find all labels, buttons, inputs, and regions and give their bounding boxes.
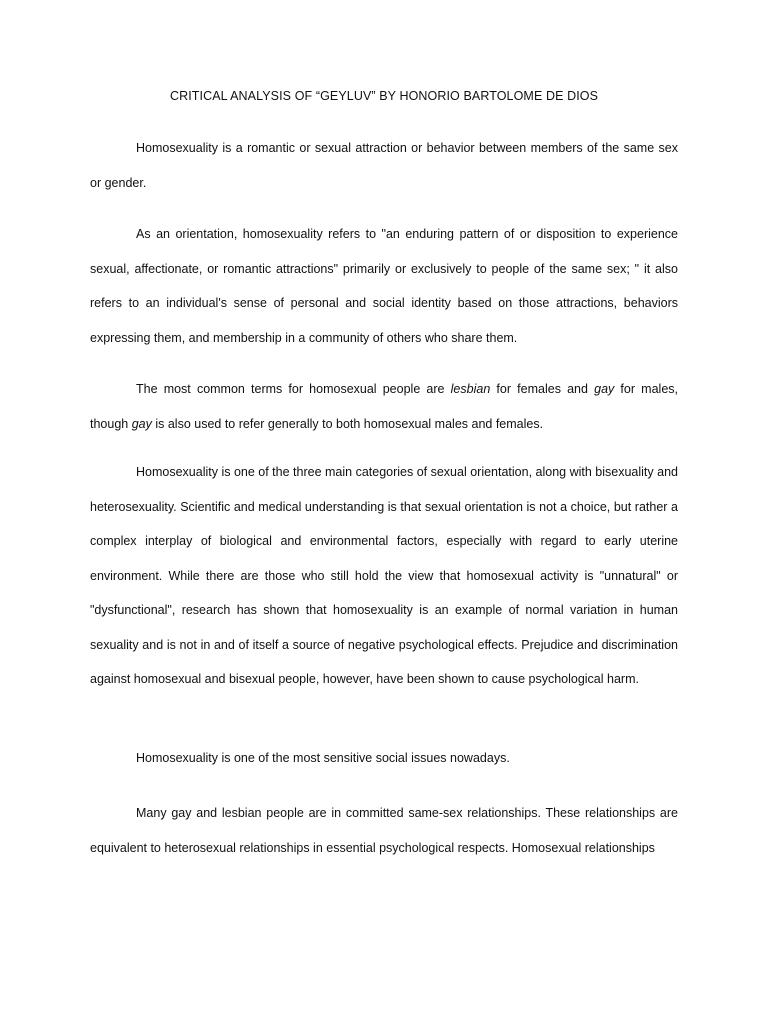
document-title: CRITICAL ANALYSIS OF “GEYLUV” BY HONORIO BARTOLOME DE DIOS <box>169 89 599 103</box>
paragraph-terms-text-4: is also used to refer generally to both homosexual males and females. <box>151 416 544 431</box>
paragraph-social-issue: Homosexuality is one of the most sensitive social issues nowadays. <box>136 751 510 765</box>
paragraph-terms-text-3: for males, though <box>90 382 678 431</box>
paragraph-categories: Homosexuality is one of the three main categories of sexual orientation, along with bisexuality and heterosexuality. Scientific and medical understanding is that sexual orientation is not a choice, but rather a complex interplay of biological and environmental factors, especially with regard to early uterine environment. While there are those who still hold the view that homosexual activity is "unnatural" or "dysfunctional", research has shown that homosexuality is an example of normal variation in human sexuality and is not in and of itself a source of negative psychological effects. Prejudice and discrimination against homosexual and bisexual people, however, have been shown to cause psychological harm. <box>90 465 678 686</box>
term-gay: gay <box>131 416 152 431</box>
term-gay: gay <box>594 382 615 396</box>
paragraph-terms <box>90 372 678 441</box>
term-lesbian: lesbian <box>450 382 491 396</box>
paragraph-terms-text-1: The most common terms for homosexual people are <box>136 382 451 396</box>
paragraph-definition: Homosexuality is a romantic or sexual attraction or behavior between members of the same sex or gender. <box>90 141 678 190</box>
paragraph-orientation: As an orientation, homosexuality refers to "an enduring pattern of or disposition to experience sexual, affectionate, or romantic attractions" primarily or exclusively to people of the same sex; " it also refers to an individual's sense of personal and social identity based on those attractions, behaviors expressing them, and membership in a community of others who share them. <box>90 227 678 345</box>
paragraph-terms-text-2: for females and <box>490 382 595 396</box>
paragraph-relationships: Many gay and lesbian people are in committed same-sex relationships. These relationships are equivalent to heterosexual relationships in essential psychological respects. Homosexual relationships <box>90 806 678 855</box>
